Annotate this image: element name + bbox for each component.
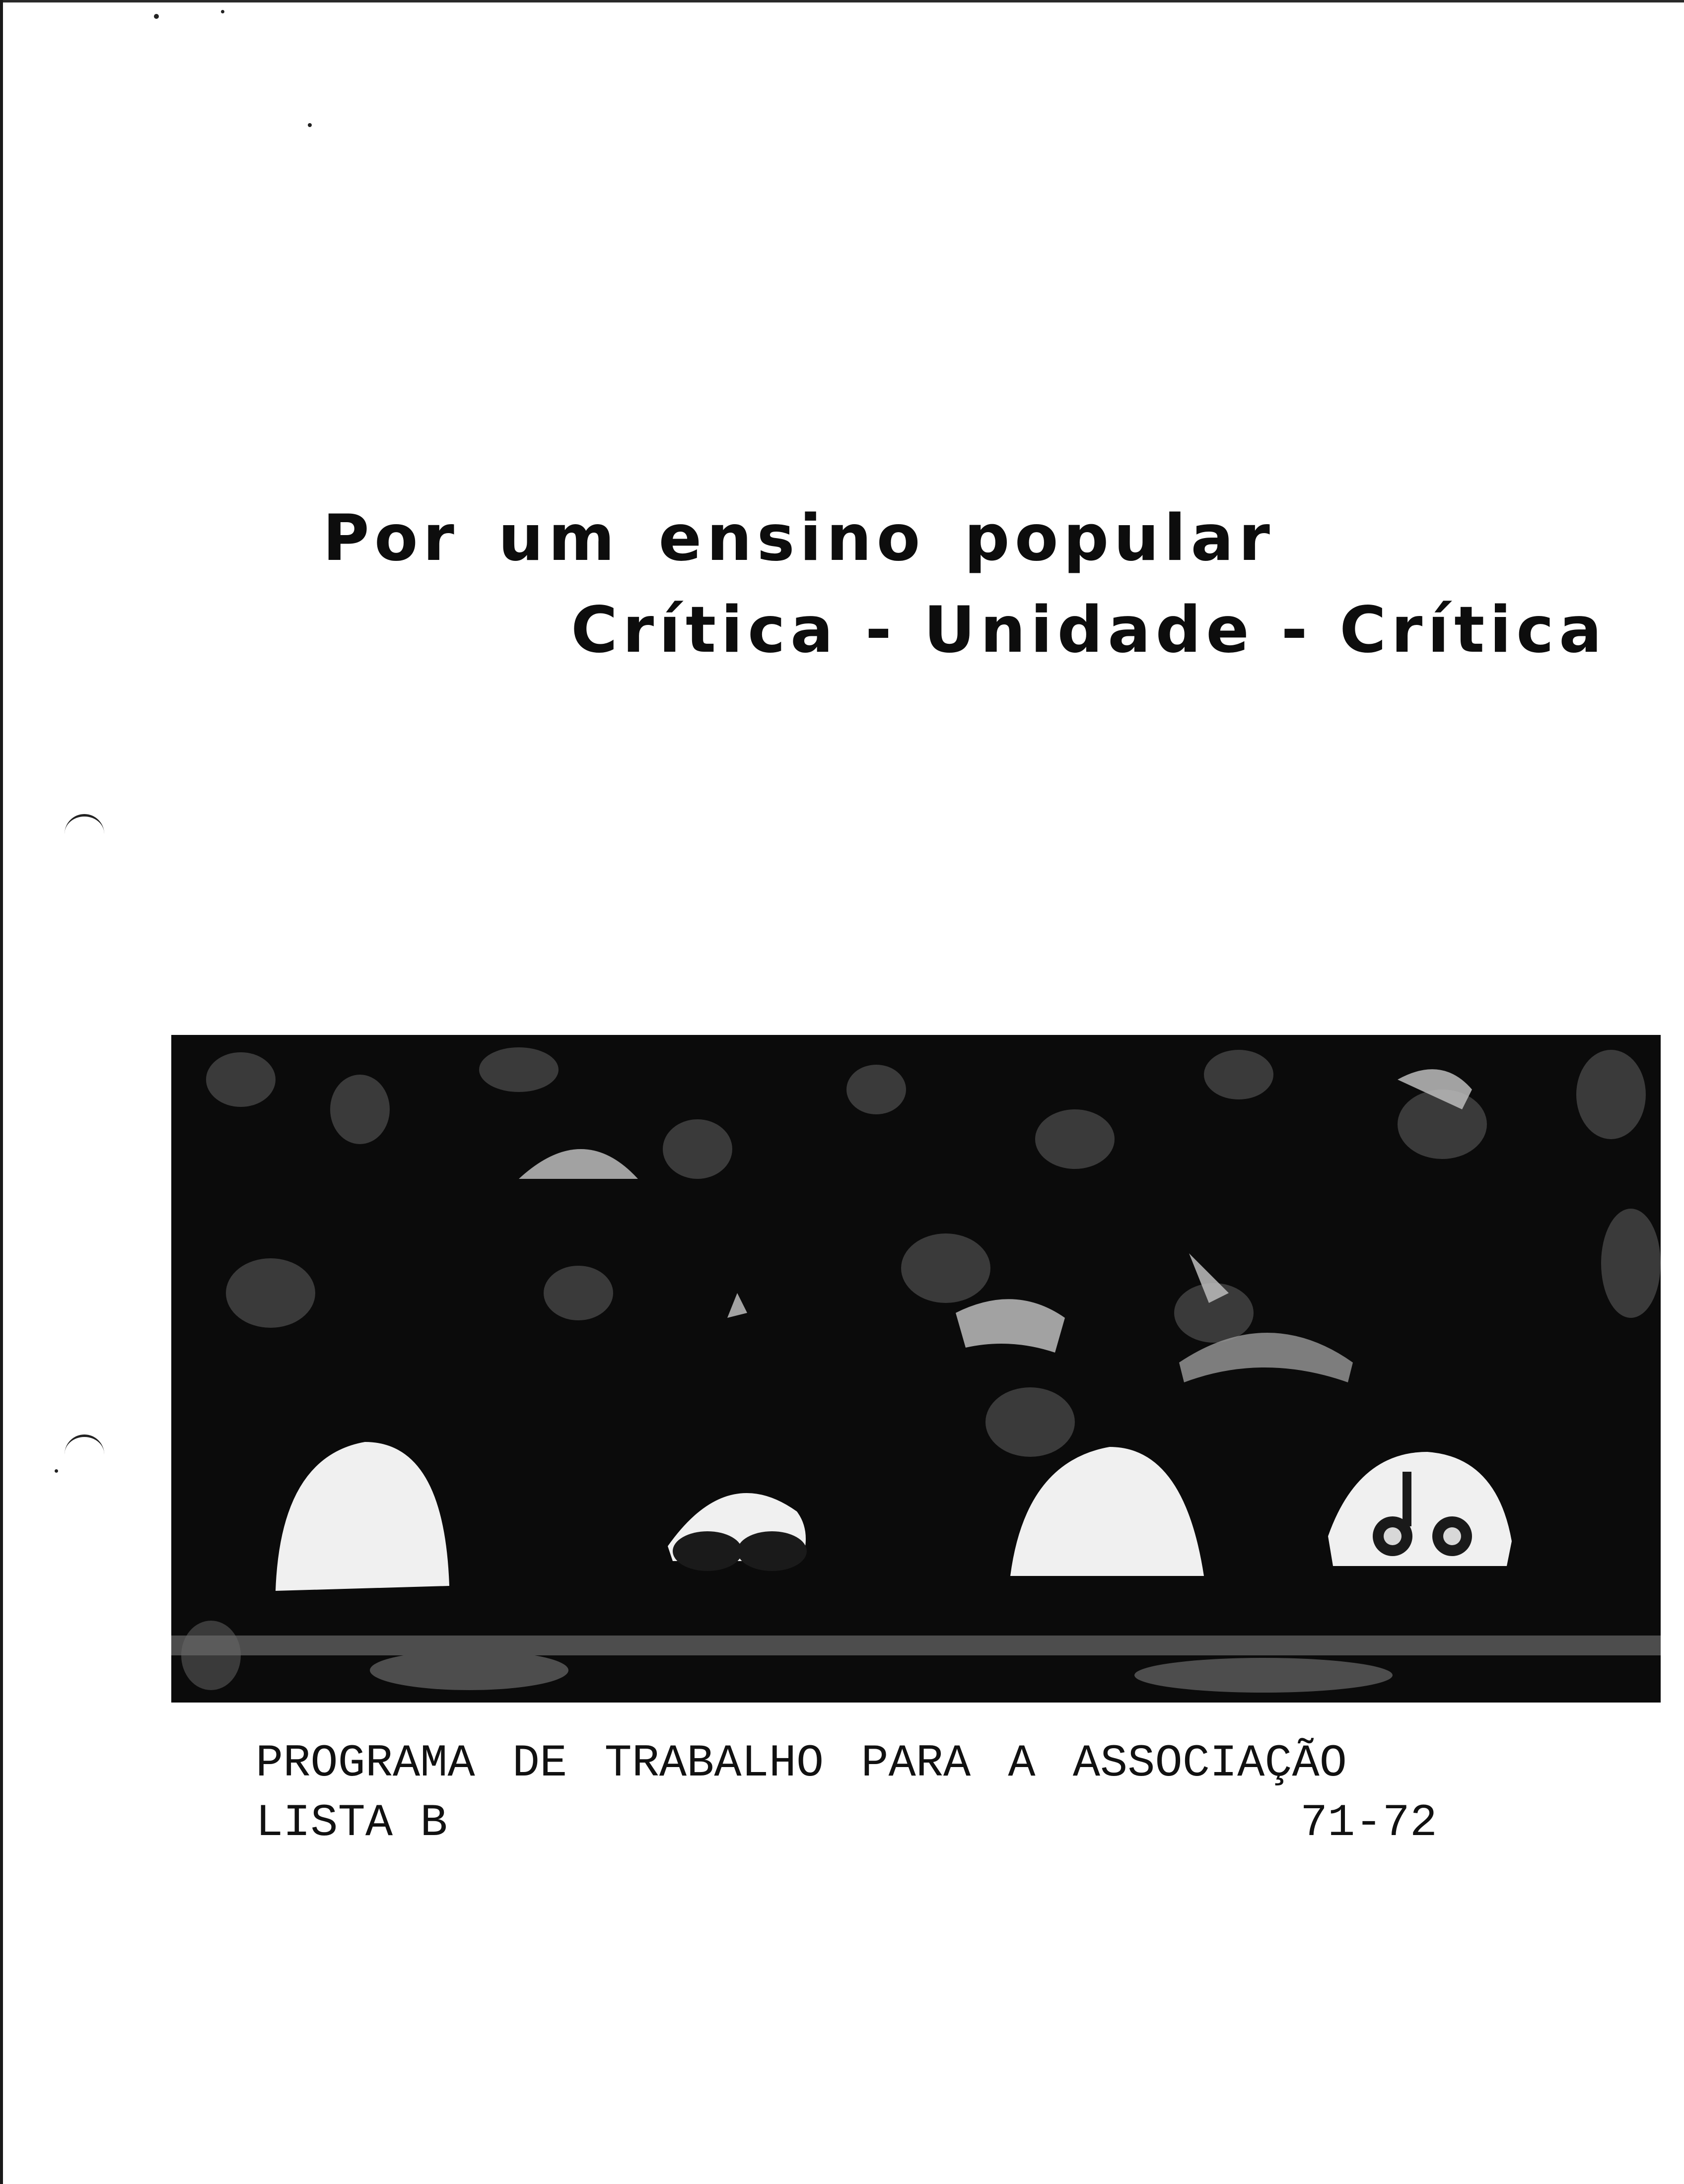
crowd-photo (171, 1035, 1661, 1703)
list-label: LISTA B (256, 1797, 448, 1849)
page-left-edge (0, 0, 3, 2184)
scan-speck (221, 10, 224, 13)
list-caption-row (256, 1797, 1437, 1849)
title-line-2: Crítica - Unidade - Crítica (571, 593, 1607, 667)
punch-hole-mark (65, 814, 104, 836)
scan-speck (55, 1469, 58, 1473)
page-top-edge (0, 0, 1684, 2)
scan-speck (308, 123, 312, 127)
scan-speck (154, 14, 159, 19)
years-label: 71-72 (1300, 1797, 1437, 1849)
crowd-with-hard-hats-photo-icon (171, 1035, 1661, 1703)
program-caption: PROGRAMA DE TRABALHO PARA A ASSOCIAÇÃO (256, 1737, 1347, 1789)
punch-hole-mark (65, 1434, 104, 1457)
title-line-1: Por um ensino popular (323, 501, 1275, 575)
